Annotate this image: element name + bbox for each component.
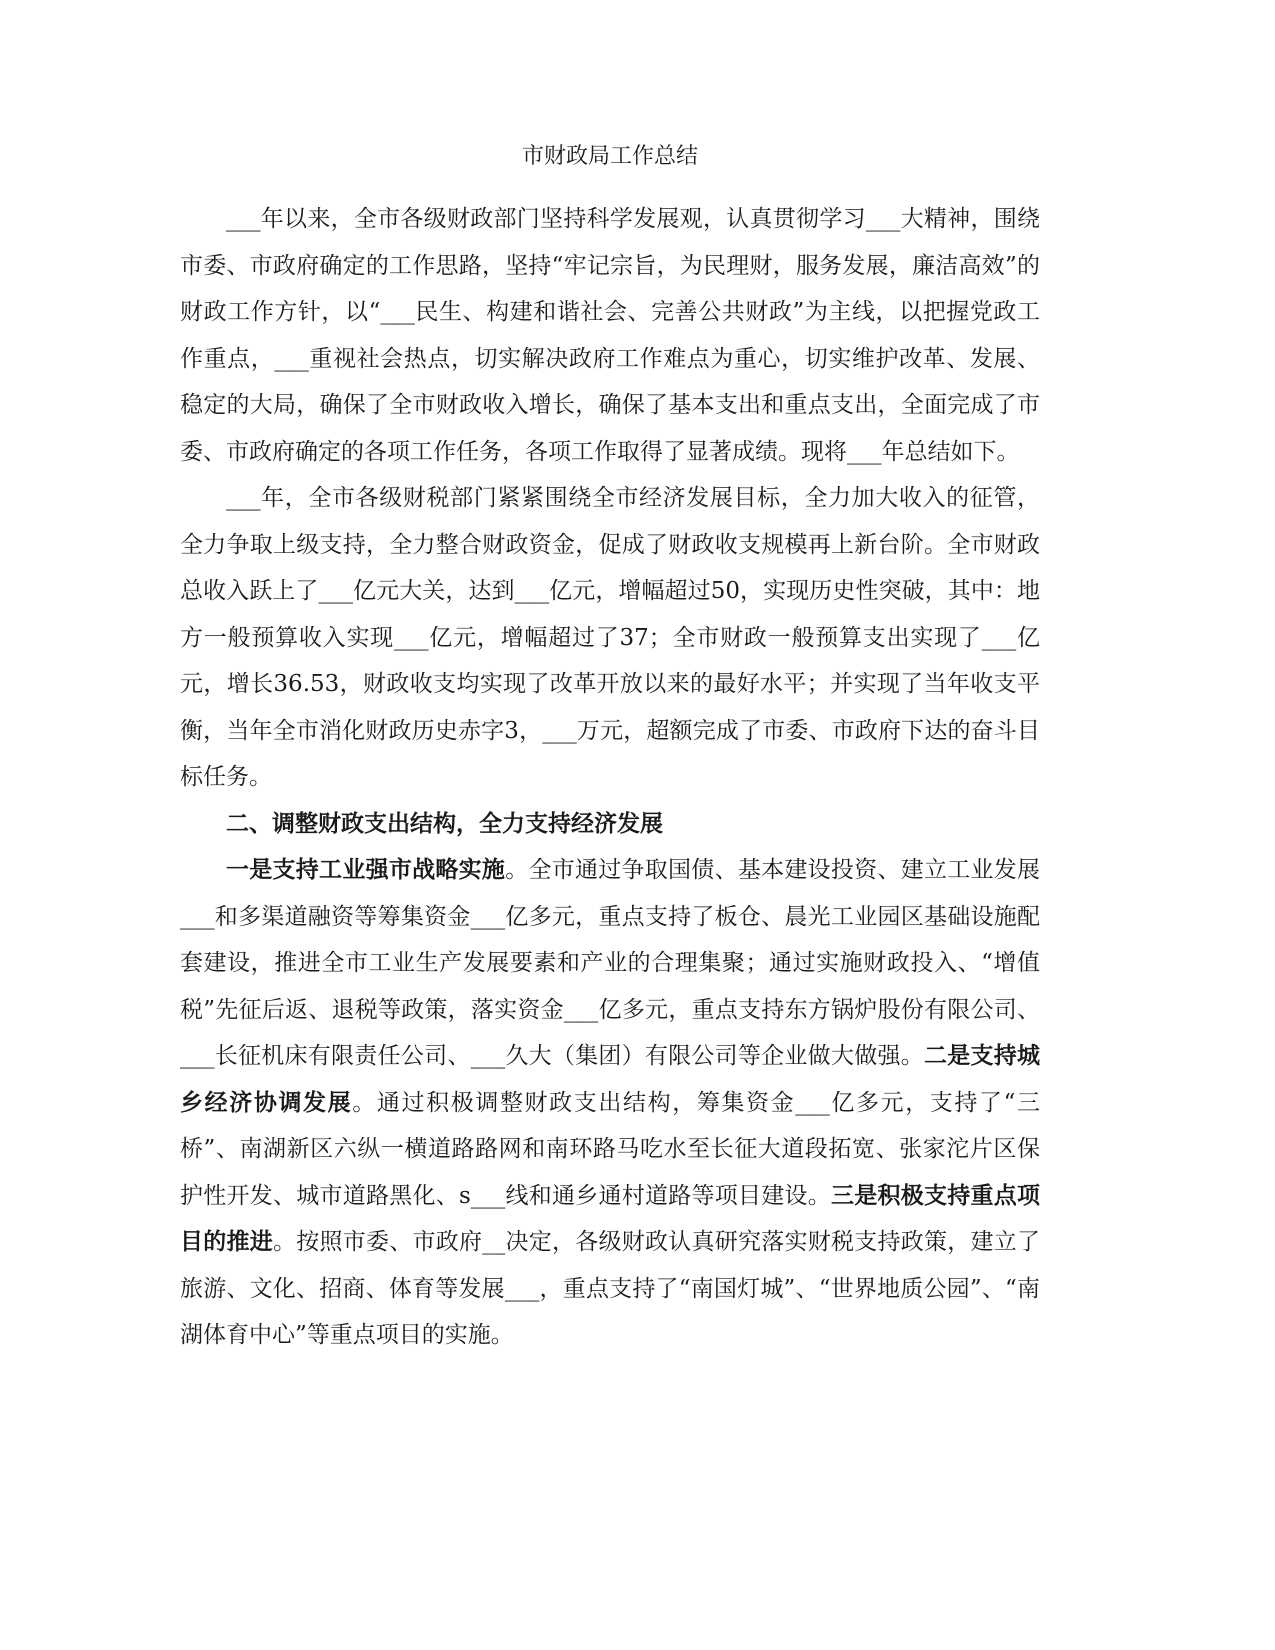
paragraph-intro: ___年以来，全市各级财政部门坚持科学发展观，认真贯彻学习___大精神，围绕市委、市政府确定的工作思路，坚持“牢记宗旨，为民理财，服务发展，廉洁高效”的财政工作方针，以“___民生、构建和谐社会、完善公共财政”为主线，以把握党政工作重点，___重视社会热点，切实解决政府工作难点为重心，切实维护改革、发展、稳定的大局，确保了全市财政收入增长，确保了基本支出和重点支出，全面完成了市委、市政府确定的各项工作任务，各项工作取得了显著成绩。现将___年总结如下。 bbox=[180, 206, 1040, 465]
section-heading-2: 二、调整财政支出结构，全力支持经济发展 bbox=[226, 809, 663, 837]
document-title: 市财政局工作总结 bbox=[521, 144, 698, 169]
document-page bbox=[180, 140, 1040, 1359]
point-one-title: 一是支持工业强市战略实施 bbox=[226, 856, 506, 883]
paragraph-revenue: ___年，全市各级财税部门紧紧围绕全市经济发展目标，全力加大收入的征管，全力争取上级支持，全力整合财政资金，促成了财政收支规模再上新台阶。全市财政总收入跃上了___亿元大关，达到___亿元，增幅超过50，实现历史性突破，其中：地方一般预算收入实现___亿元，增幅超过了37；全市财政一般预算支出实现了___亿元，增长36.53，财政收支均实现了改革开放以来的最好水平；并实现了当年收支平衡，当年全市消化财政历史赤字3，___万元，超额完成了市委、市政府下达的奋斗目标任务。 bbox=[180, 485, 1040, 790]
point-two-title: 二是支持城乡经济协调发展 bbox=[180, 1042, 1041, 1116]
point-three-text: 。按照市委、市政府__决定，各级财政认真研究落实财税支持政策，建立了旅游、文化、招商、体育等发展___，重点支持了“南国灯城”、“世界地质公园”、“南湖体育中心”等重点项目的实施。 bbox=[180, 1229, 1040, 1348]
point-one-text: 。全市通过争取国债、基本建设投资、建立工业发展___和多渠道融资等筹集资金___亿多元，重点支持了板仓、晨光工业园区基础设施配套建设，推进全市工业生产发展要素和产业的合理集聚；通过实施财政投入、“增值税”先征后返、退税等政策，落实资金___亿多元，重点支持东方锅炉股份有限公司、___长征机床有限责任公司、___久大（集团）有限公司等企业做大做强。 bbox=[180, 857, 1041, 1069]
paragraph-support bbox=[180, 847, 1040, 1359]
point-three-title: 三是积极支持重点项目的推进 bbox=[180, 1181, 1041, 1255]
point-two-text: 。通过积极调整财政支出结构，筹集资金___亿多元，支持了“三桥”、南湖新区六纵一横道路路网和南环路马吃水至长征大道段拓宽、张家沱片区保护性开发、城市道路黑化、s___线和通乡通村道路等项目建设。 bbox=[180, 1089, 1041, 1209]
